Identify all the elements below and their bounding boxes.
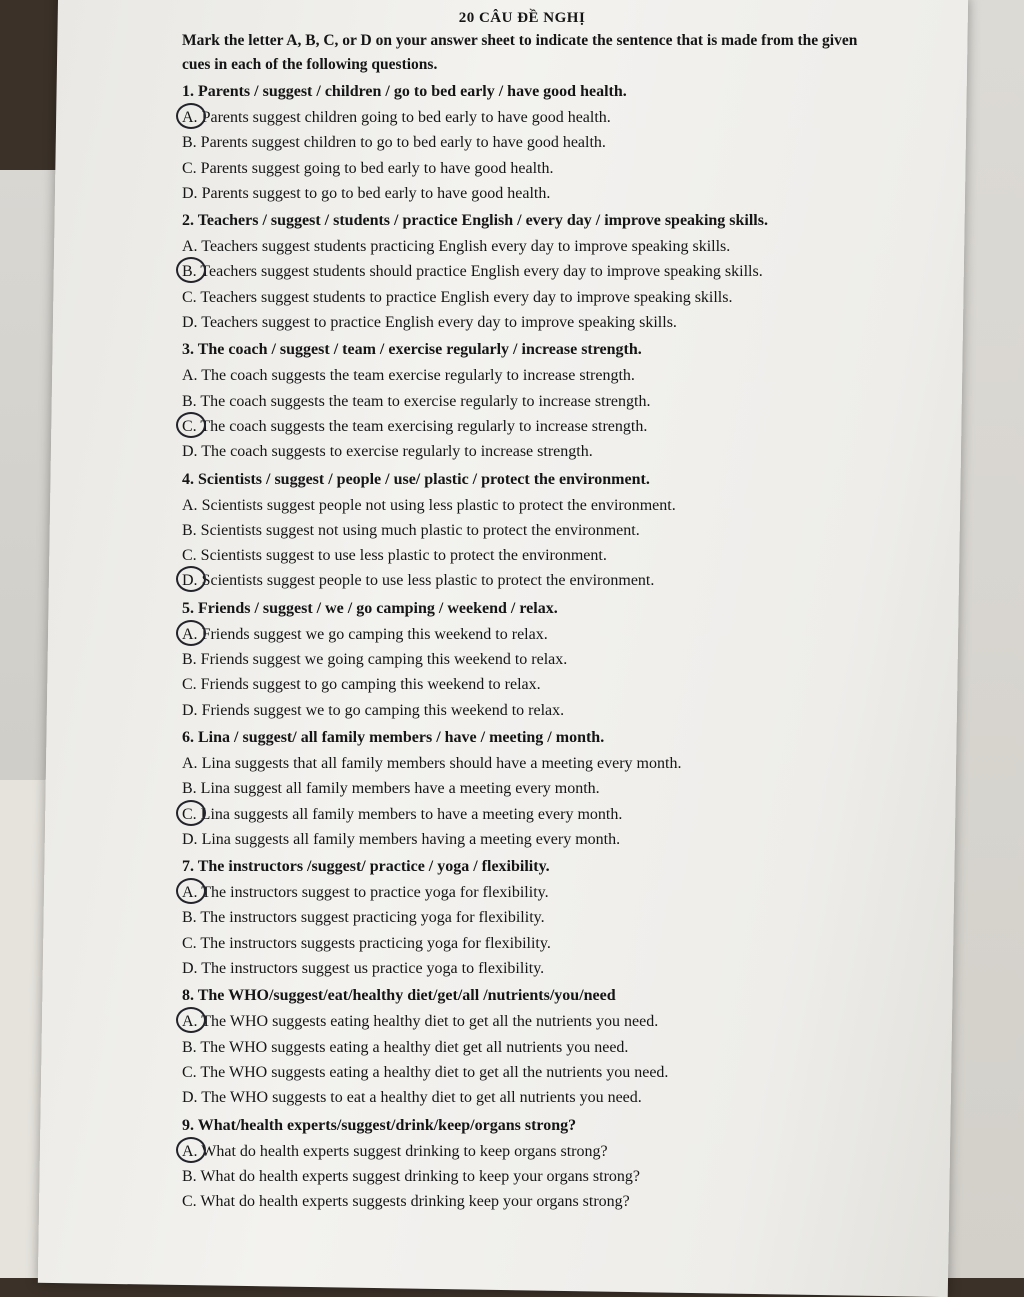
answer-option [182, 622, 882, 647]
option-letter: B. [182, 780, 197, 798]
answer-option [182, 568, 882, 593]
option-letter-circled: C. [182, 802, 197, 827]
question-item [182, 983, 882, 1110]
option-letter: B. [182, 1038, 197, 1056]
option-text: Lina suggests that all family members should have a meeting every month. [201, 754, 682, 772]
option-letter: D. [182, 830, 198, 848]
answer-option [182, 389, 882, 414]
answer-option [182, 518, 882, 543]
answer-option [182, 647, 882, 672]
answer-option [182, 880, 882, 905]
option-text: Lina suggest all family members have a meeting every month. [200, 780, 600, 798]
option-text: The coach suggests the team exercise regularly to increase strength. [201, 367, 635, 385]
answer-option [182, 156, 882, 181]
answer-option [182, 802, 882, 827]
question-prompt: 6. Lina / suggest/ all family members / have / meeting / month. [182, 728, 605, 746]
option-letter: C. [182, 547, 197, 565]
option-letter-circled: A. [182, 105, 198, 130]
option-text: Teachers suggest to practice English every day to improve speaking skills. [201, 314, 677, 332]
option-letter: D. [182, 1089, 198, 1107]
answer-option [182, 698, 882, 723]
question-item [182, 467, 882, 594]
option-text: The WHO suggests eating healthy diet to get all the nutrients you need. [201, 1013, 659, 1031]
option-text: The WHO suggests eating a healthy diet get all nutrients you need. [200, 1038, 629, 1056]
option-text: The WHO suggests eating a healthy diet to get all the nutrients you need. [200, 1063, 669, 1081]
option-text: Parents suggest children going to bed early to have good health. [201, 109, 611, 126]
answer-option [182, 439, 882, 464]
question-prompt: 5. Friends / suggest / we / go camping / weekend / relax. [182, 599, 558, 617]
question-list [182, 79, 882, 1214]
answer-option [182, 285, 882, 310]
option-text: What do health experts suggest drinking to keep organs strong? [201, 1142, 608, 1160]
option-letter: B. [182, 1167, 197, 1185]
option-letter-circled: A. [182, 1009, 198, 1034]
option-text: Parents suggest to go to bed early to have good health. [201, 184, 551, 202]
option-text: Parents suggest going to bed early to have good health. [200, 159, 554, 177]
answer-option [182, 827, 882, 852]
answer-option [182, 1060, 882, 1085]
question-prompt: 1. Parents / suggest / children / go to bed early / have good health. [182, 83, 627, 100]
option-letter: A. [182, 367, 198, 385]
option-text: Teachers suggest students to practice English every day to improve speaking skills. [200, 288, 733, 306]
question-prompt: 8. The WHO/suggest/eat/healthy diet/get/all /nutrients/you/need [182, 987, 616, 1005]
question-prompt: 4. Scientists / suggest / people / use/ plastic / protect the environment. [182, 470, 650, 488]
answer-option [182, 931, 882, 956]
question-item [182, 596, 882, 723]
instruction-text: Mark the letter A, B, C, or D on your answer sheet to indicate the sentence that is made from the given cues in each of the following questions. [182, 32, 858, 73]
option-letter: C. [182, 934, 197, 952]
question-item [182, 337, 882, 464]
option-text: The coach suggests to exercise regularly to increase strength. [201, 443, 593, 461]
answer-option [182, 776, 882, 801]
answer-option [182, 672, 882, 697]
option-letter-circled: A. [182, 622, 198, 647]
option-text: Lina suggests all family members to have a meeting every month. [200, 805, 623, 823]
option-text: Lina suggests all family members having a meeting every month. [201, 830, 621, 848]
answer-option [182, 130, 882, 155]
option-text: The WHO suggests to eat a healthy diet to get all nutrients you need. [201, 1089, 642, 1107]
option-text: The coach suggests the team exercising regularly to increase strength. [200, 417, 648, 435]
answer-option [182, 181, 882, 206]
option-text: The instructors suggests practicing yoga for flexibility. [200, 934, 551, 952]
option-text: What do health experts suggests drinking keep your organs strong? [200, 1193, 630, 1211]
question-prompt: 2. Teachers / suggest / students / practice English / every day / improve speaking skills. [182, 212, 768, 230]
question-prompt: 3. The coach / suggest / team / exercise regularly / increase strength. [182, 341, 642, 359]
option-letter: A. [182, 238, 198, 256]
option-letter: A. [182, 496, 198, 514]
answer-option [182, 543, 882, 568]
option-letter-circled: A. [182, 1139, 198, 1164]
answer-option [182, 310, 882, 335]
answer-option [182, 1035, 882, 1060]
option-text: The instructors suggest us practice yoga to flexibility. [201, 960, 545, 978]
option-text: What do health experts suggest drinking to keep your organs strong? [200, 1167, 640, 1185]
option-letter: D. [182, 443, 198, 461]
option-text: Scientists suggest to use less plastic to protect the environment. [200, 547, 607, 565]
answer-option [182, 1085, 882, 1110]
question-item [182, 79, 882, 206]
option-letter: B. [182, 392, 197, 410]
answer-option [182, 363, 882, 388]
question-item [182, 854, 882, 981]
option-text: Teachers suggest students practicing English every day to improve speaking skills. [201, 238, 731, 256]
answer-option [182, 259, 882, 284]
option-letter-circled: D. [182, 568, 198, 593]
answer-option [182, 956, 882, 981]
option-letter: A. [182, 754, 198, 772]
option-letter-circled: C. [182, 414, 197, 439]
option-text: Friends suggest we go camping this weekend to relax. [201, 625, 548, 643]
option-text: Scientists suggest people not using less plastic to protect the environment. [201, 496, 676, 514]
option-letter: D. [182, 960, 198, 978]
option-text: Friends suggest we to go camping this weekend to relax. [201, 701, 565, 719]
option-letter-circled: A. [182, 880, 198, 905]
option-letter: C. [182, 159, 197, 177]
page-title: 20 CÂU ĐỀ NGHỊ [458, 10, 586, 26]
question-prompt: 7. The instructors /suggest/ practice / yoga / flexibility. [182, 858, 550, 876]
answer-option [182, 1189, 882, 1214]
option-letter: B. [182, 521, 197, 539]
option-letter-circled: B. [182, 259, 197, 284]
question-item [182, 208, 882, 335]
answer-option [182, 1009, 882, 1034]
option-letter: C. [182, 288, 197, 306]
option-text: The instructors suggest to practice yoga for flexibility. [201, 884, 549, 902]
option-letter: B. [182, 651, 197, 669]
option-text: Friends suggest to go camping this weekend to relax. [200, 676, 541, 694]
answer-option [182, 751, 882, 776]
answer-option [182, 1164, 882, 1189]
question-item [182, 1113, 882, 1215]
answer-option [182, 1139, 882, 1164]
answer-option [182, 905, 882, 930]
option-text: Friends suggest we going camping this weekend to relax. [200, 651, 568, 669]
option-letter: D. [182, 701, 198, 719]
option-letter: D. [182, 184, 198, 202]
option-letter: D. [182, 314, 198, 332]
option-letter: C. [182, 1193, 197, 1211]
option-text: Teachers suggest students should practice English every day to improve speaking skills. [200, 263, 763, 281]
option-text: Parents suggest children to go to bed early to have good health. [200, 134, 606, 152]
option-letter: B. [182, 909, 197, 927]
answer-option [182, 414, 882, 439]
option-text: The instructors suggest practicing yoga for flexibility. [200, 909, 545, 927]
option-letter: B. [182, 134, 197, 152]
answer-option [182, 493, 882, 518]
option-letter: C. [182, 1063, 197, 1081]
question-prompt: 9. What/health experts/suggest/drink/keep/organs strong? [182, 1116, 577, 1134]
option-text: The coach suggests the team to exercise regularly to increase strength. [200, 392, 651, 410]
worksheet-content [182, 10, 882, 1214]
option-text: Scientists suggest people to use less plastic to protect the environment. [201, 572, 655, 590]
option-letter: C. [182, 676, 197, 694]
option-text: Scientists suggest not using much plastic to protect the environment. [200, 521, 640, 539]
answer-option [182, 234, 882, 259]
answer-option [182, 105, 882, 130]
question-item [182, 725, 882, 852]
